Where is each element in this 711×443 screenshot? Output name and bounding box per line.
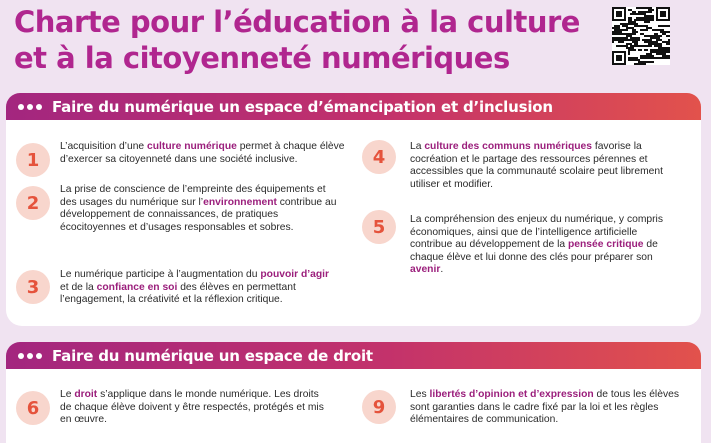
section-banner-droit	[6, 342, 701, 369]
section-title: Faire du numérique un espace de droit	[52, 346, 373, 365]
item-number: 4	[362, 140, 396, 174]
body-text: favorise la cocréation et le partage des ressources pérennes et accessibles que la communauté scolaire peut librement utiliser et modifier.	[410, 141, 663, 190]
qr-code-icon[interactable]	[612, 7, 670, 65]
body-text: de chaque élève et lui donne des clés pour préparer son	[410, 239, 658, 263]
dots-icon	[18, 353, 42, 359]
body-text: La compréhension des enjeux du numérique, y compris économiques, ainsi que de l’intelligence artificielle contribue au développement de la	[410, 214, 663, 251]
title-line-2: et à la citoyenneté numériques	[14, 41, 510, 75]
highlight-text: pensée critique	[568, 239, 644, 251]
body-text: s’applique dans le monde numérique. Les droits de chaque élève doivent y être respectés, protégés et mis en œuvre.	[60, 389, 324, 426]
body-text: La prise de conscience de l’empreinte des équipements et des usages du numérique sur l’	[60, 184, 326, 208]
item-text-2	[60, 184, 345, 234]
item-text-4	[410, 141, 680, 191]
highlight-text: confiance en soi	[96, 281, 178, 293]
item-text-5	[410, 214, 680, 277]
body-text: La	[410, 141, 425, 152]
highlight-text: libertés d’opinion et d’expression	[429, 389, 594, 400]
title-line-1: Charte pour l’éducation à la culture	[14, 5, 580, 39]
item-number: 3	[16, 270, 50, 304]
item-text-9	[410, 389, 685, 427]
section-panel-droit	[6, 369, 701, 443]
item-number: 1	[16, 143, 50, 177]
item-text-6	[60, 389, 330, 427]
highlight-text: droit	[74, 389, 98, 400]
highlight-text: avenir	[410, 264, 441, 276]
highlight-text: pouvoir d’agir	[260, 269, 330, 280]
item-number: 9	[362, 390, 396, 424]
highlight-text: culture des communs numériques	[424, 141, 592, 152]
section-panel-emancipation	[6, 120, 701, 326]
page-title	[14, 4, 594, 76]
body-text: des élèves en permettant l’engagement, la créativité et la réflexion critique.	[60, 281, 296, 306]
body-text: et de la	[60, 281, 97, 293]
highlight-text: culture numérique	[147, 141, 237, 152]
body-text: .	[440, 264, 444, 276]
section-title: Faire du numérique un espace d’émancipation et d’inclusion	[52, 97, 553, 116]
dots-icon	[18, 104, 42, 110]
body-text: Le	[60, 389, 75, 400]
body-text: L’acquisition d’une	[60, 141, 148, 152]
item-text-3	[60, 269, 340, 307]
item-number: 5	[362, 210, 396, 244]
section-banner-emancipation	[6, 93, 701, 120]
body-text: Les	[410, 389, 430, 400]
highlight-text: environnement	[203, 196, 277, 208]
item-text-1	[60, 141, 360, 166]
body-text: permet à chaque élève d’exercer sa citoyenneté dans une société inclusive.	[60, 141, 345, 165]
item-number: 6	[16, 391, 50, 425]
body-text: de tous les élèves sont garanties dans le cadre fixé par la loi et les règles élémentaires de communication.	[410, 389, 679, 426]
body-text: contribue au développement de connaissances, de pratiques écocitoyennes et d’usages responsables et sobres.	[60, 196, 337, 233]
item-number: 2	[16, 186, 50, 220]
body-text: Le numérique participe à l’augmentation du	[60, 269, 261, 280]
